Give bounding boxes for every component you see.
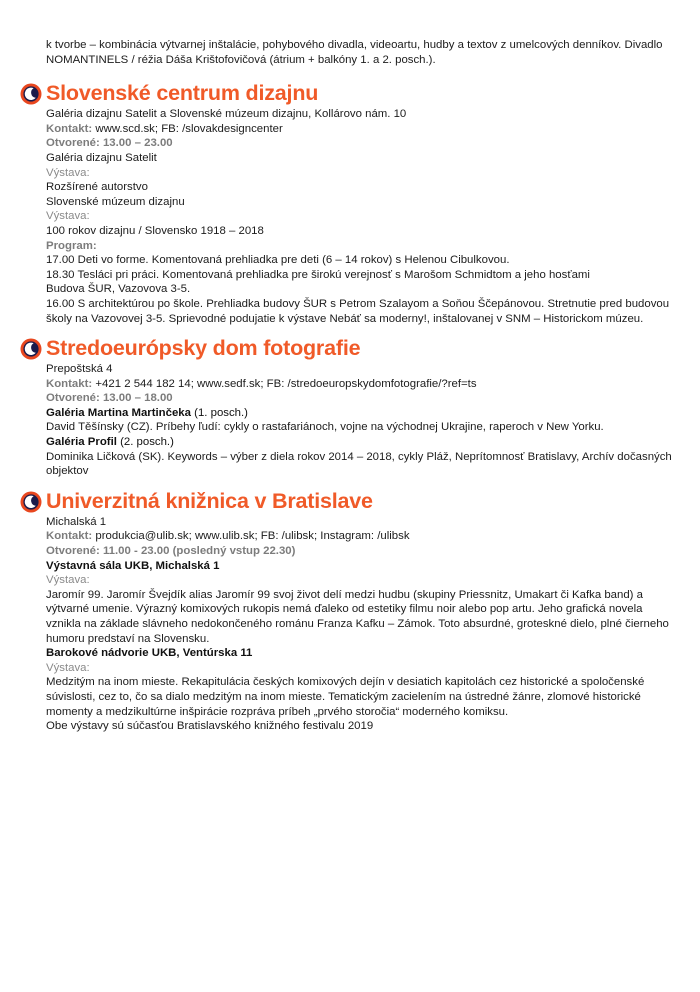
contact-value: www.scd.sk; FB: /slovakdesigncenter [95, 122, 283, 135]
exhibition-label: Výstava: [46, 661, 90, 674]
venue-block-slovenske-centrum-dizajnu [20, 81, 680, 326]
venue-header [20, 81, 680, 107]
hall-heading: Výstavná sála UKB, Michalská 1 [46, 559, 220, 572]
venue-opening-hours: Otvorené: 13.00 – 18.00 [46, 392, 173, 405]
crescent-moon-icon [20, 338, 42, 360]
contact-label: Kontakt: [46, 377, 93, 390]
contact-value: produkcia@ulib.sk; www.ulib.sk; FB: /ulibsk; Instagram: /ulibsk [95, 530, 410, 543]
crescent-moon-icon [20, 491, 42, 513]
exhibition-description: Medzitým na inom mieste. Rekapitulácia českých komixových dejín v desiatich kapitolách cez historické a spoločenské súvislosti, cez to, čo sa dialo medzitým na inom mieste. Tematickým zacielením na ústredné žánre, zlomové historické momenty a medzikultúrne inšpirácie rozpráva príbeh „prvého storočia“ moderného komiksu. [46, 676, 645, 718]
venue-line: David Těšínsky (CZ). Príbehy ľudí: cykly o rastafariánoch, vojne na východnej Ukrajine, raperoch v New Yorku. [46, 421, 604, 434]
venue-opening-hours: Otvorené: 11.00 - 23.00 (posledný vstup 22.30) [46, 545, 296, 558]
venue-header [20, 489, 680, 515]
gallery-name: Galéria Profil [46, 436, 117, 449]
venue-block-univerzitna-kniznica [20, 489, 680, 734]
venue-contact-line [20, 377, 680, 392]
program-item: 16.00 S architektúrou po škole. Prehliadka budovy ŠUR s Petrom Szalayom a Soňou Ščepánovou. Stretnutie pred budovou školy na Vazovovej 3-5. Sprievodné podujatie k výstave Nebáť sa moderny!, inštalovanej v SNM – Historickom múzeu. [46, 297, 670, 325]
contact-value: +421 2 544 182 14; www.sedf.sk; FB: /stredoeuropskydomfotografie/?ref=ts [95, 377, 477, 390]
contact-label: Kontakt: [46, 122, 93, 135]
venue-title: Stredoeurópsky dom fotografie [46, 336, 361, 361]
intro-paragraph: k tvorbe – kombinácia výtvarnej inštalácie, pohybového divadla, videoartu, hudby a textov z umelcových denníkov. Divadlo NOMANTINELS / réžia Dáša Krištofovičová (átrium + balkóny 1. a 2. posch.). [46, 39, 663, 66]
festival-note: Obe výstavy sú súčasťou Bratislavského knižného festivalu 2019 [46, 720, 374, 733]
exhibition-label: Výstava: [46, 166, 90, 179]
venue-header [20, 336, 680, 362]
gallery-floor: (1. posch.) [190, 406, 248, 419]
venue-line: 100 rokov dizajnu / Slovensko 1918 – 2018 [46, 224, 264, 237]
crescent-moon-icon [20, 83, 42, 105]
program-location: Budova ŠUR, Vazovova 3-5. [46, 283, 191, 296]
gallery-floor: (2. posch.) [116, 436, 174, 449]
exhibition-label: Výstava: [46, 210, 90, 223]
program-item: 18.30 Tesláci pri práci. Komentovaná prehliadka pre širokú verejnosť s Marošom Schmidtom a jeho hosťami [46, 268, 590, 281]
venue-line: Rozšírené autorstvo [46, 181, 148, 194]
venue-contact-line [20, 122, 680, 137]
contact-label: Kontakt: [46, 530, 93, 543]
venue-block-stredoeuropsky-dom-fotografie [20, 336, 680, 479]
venue-line: Slovenské múzeum dizajnu [46, 195, 185, 208]
program-label: Program: [46, 239, 97, 252]
venue-contact-line [20, 529, 680, 544]
gallery-name: Galéria Martina Martinčeka [46, 406, 191, 419]
exhibition-description: Jaromír 99. Jaromír Švejdík alias Jaromír 99 svoj život delí medzi hudbu (skupiny Priessnitz, Umakart či Kafka band) a výtvarné umenie. Výrazný komixových rukopis nemá ďaleko od estetiky filmu noir alebo pop artu. Jeho grafická novela vznikla na základe slávneho nedokončeného románu Franza Kafku – Zámok. Toto absurdné, groteskné dielo, plné čierneho humoru predstaví na Slovensku. [46, 588, 669, 645]
program-item: 17.00 Deti vo forme. Komentovaná prehliadka pre deti (6 – 14 rokov) s Helenou Cibulkovou. [46, 254, 510, 267]
hall-heading: Barokové nádvorie UKB, Ventúrska 11 [46, 647, 253, 660]
gallery-heading [20, 406, 680, 421]
exhibition-label: Výstava: [46, 574, 90, 587]
gallery-heading [20, 435, 680, 450]
venue-address: Michalská 1 [46, 515, 107, 528]
venue-title: Slovenské centrum dizajnu [46, 81, 319, 106]
venue-address: Prepoštská 4 [46, 363, 113, 376]
venue-title: Univerzitná knižnica v Bratislave [46, 488, 373, 513]
venue-line: Dominika Ličková (SK). Keywords – výber z diela rokov 2014 – 2018, cykly Pláž, Neprítomnosť Bratislavy, Archív dočasných objektov [46, 450, 672, 478]
venue-line: Galéria dizajnu Satelit [46, 151, 157, 164]
venue-address: Galéria dizajnu Satelit a Slovenské múzeum dizajnu, Kollárovo nám. 10 [46, 108, 407, 121]
venue-opening-hours: Otvorené: 13.00 – 23.00 [46, 137, 173, 150]
